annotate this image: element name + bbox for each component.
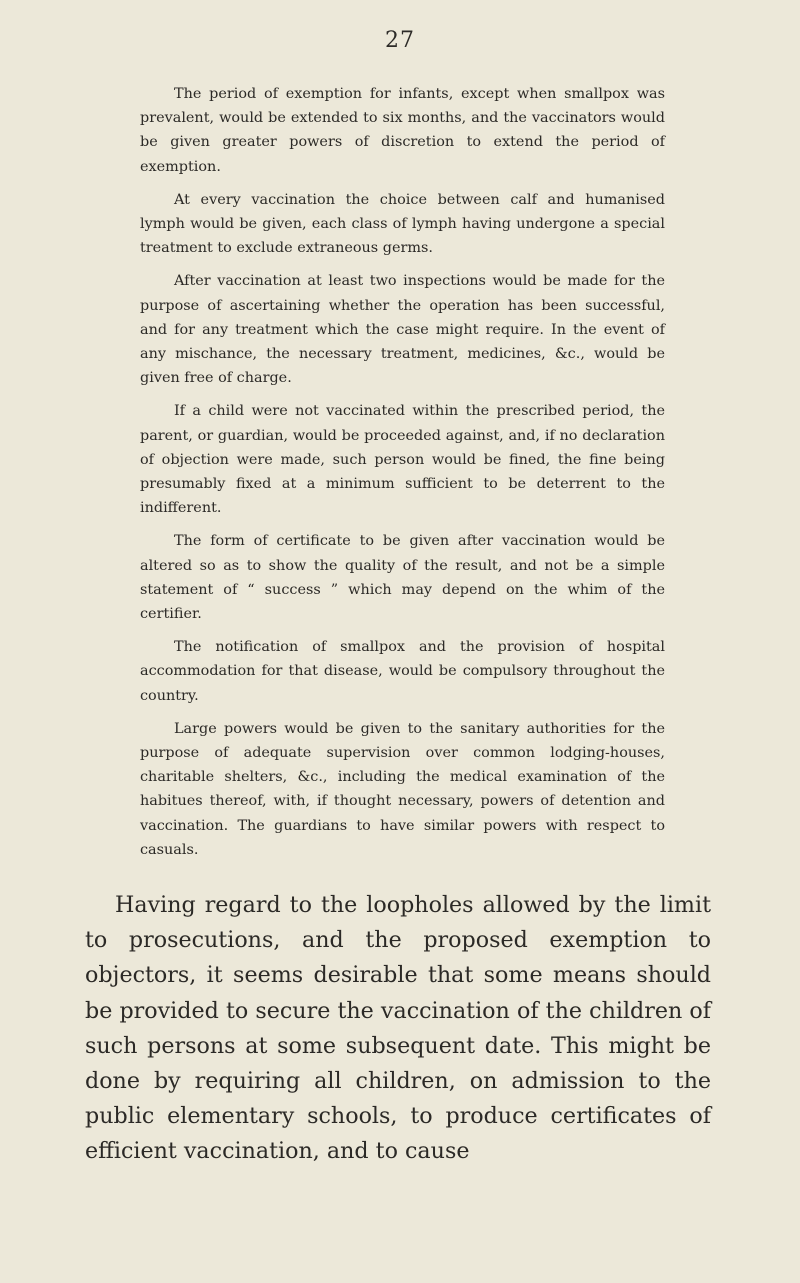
paragraph-notification: The notification of smallpox and the provision of hospital accommodation for that disease, would be compulsory throughout the country. (140, 639, 665, 704)
body-text (85, 888, 711, 1170)
paragraph-certificate: The form of certificate to be given after vaccination would be altered so as to show the quality of the result, and not be a simple statement of “ success ” which may depend on the whim of the certifier. (140, 533, 665, 623)
summary-paragraphs (140, 82, 665, 871)
page-number: 27 (385, 28, 415, 53)
paragraph-penalties: If a child were not vaccinated within the prescribed period, the parent, or guardian, would be proceeded against, and, if no declaration of objection were made, such person would be fined, the fine being presumably fixed at a minimum sufficient to be deterrent to the indifferent. (140, 403, 665, 517)
paragraph-lymph-choice: At every vaccination the choice between calf and humanised lymph would be given, each class of lymph having undergone a special treatment to exclude extraneous germs. (140, 191, 665, 257)
paragraph-sanitary-powers: Large powers would be given to the sanitary authorities for the purpose of adequate supervision over common lodging-houses, charitable shelters, &c., including the medical examination of the habitues thereof, with, if thought necessary, powers of detention and vaccination. The guardians to have similar powers with respect to casuals. (140, 720, 665, 858)
paragraph-closing: Having regard to the loopholes allowed by the limit to prosecutions, and the proposed exemption to objectors, it seems desirable that some means should be provided to secure the vaccination of the children of such persons at some subsequent date. This might be done by requiring all children, on admission to the public elementary schools, to produce certificates of efficient vaccination, and to cause (85, 892, 711, 1165)
paragraph-inspections: After vaccination at least two inspections would be made for the purpose of ascertaining whether the operation has been successful, and for any treatment which the case might require. In the event of any mischance, the necessary treatment, medicines, &c., would be given free of charge. (140, 273, 665, 387)
paragraph-exemption-period: The period of exemption for infants, except when smallpox was prevalent, would be extended to six months, and the vaccinators would be given greater powers of discretion to extend the period of exemption. (140, 86, 665, 175)
